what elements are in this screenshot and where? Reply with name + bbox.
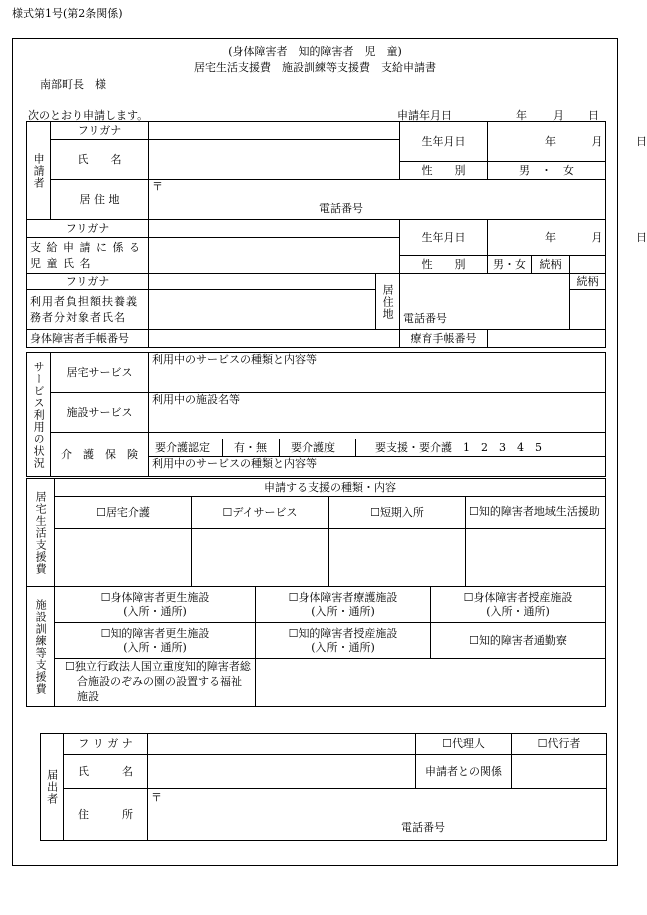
applicant-sex-label: 性 別	[400, 162, 488, 180]
filer-section-label: 届出者	[41, 734, 64, 841]
applicant-address-label: 居 住 地	[51, 180, 149, 220]
application-date-month: 月	[553, 109, 564, 122]
facility-option-6[interactable]: ☐ 知的障害者通勤寮	[431, 623, 606, 659]
home-support-detail-4[interactable]	[466, 529, 606, 587]
filer-furigana-field[interactable]	[148, 734, 416, 755]
checkbox-icon[interactable]	[65, 660, 75, 673]
payer-furigana-field[interactable]	[149, 274, 376, 290]
facility-service-label: 施設サービス	[51, 393, 149, 433]
physical-handbook-field[interactable]	[149, 330, 400, 348]
filer-name-label: 氏 名	[64, 755, 148, 789]
main-form-table	[26, 121, 647, 348]
filer-name-field[interactable]	[148, 755, 416, 789]
filer-relation-field[interactable]	[512, 755, 607, 789]
home-service-label: 居宅サービス	[51, 353, 149, 393]
checkbox-icon[interactable]	[289, 591, 299, 604]
rehab-handbook-label: 療育手帳番号	[400, 330, 488, 348]
checkbox-icon[interactable]	[469, 505, 479, 518]
home-support-table	[26, 478, 606, 587]
facility-option-7-detail[interactable]	[256, 659, 606, 707]
form-title-line2: 居宅生活支援費 施設訓練等支援費 支給申請書	[194, 61, 436, 74]
applicant-address-field[interactable]: 〒 電話番号	[149, 180, 606, 220]
service-status-section-label: サービス利用の状況	[27, 353, 51, 477]
payer-name-field[interactable]	[149, 290, 376, 330]
payer-residence-field[interactable]: 電話番号	[400, 274, 570, 330]
checkbox-icon[interactable]	[101, 627, 111, 640]
checkbox-icon[interactable]	[538, 737, 548, 750]
applicant-name-label: 氏 名	[51, 140, 149, 180]
facility-option-5[interactable]: ☐ 知的障害者授産施設 (入所・通所)	[256, 623, 431, 659]
payer-residence-label: 居住地	[376, 274, 400, 330]
facility-option-3[interactable]: ☐ 身体障害者授産施設 (入所・通所)	[431, 587, 606, 623]
facility-service-field[interactable]: 利用中の施設名等	[149, 393, 606, 433]
child-furigana-label: フリガナ	[27, 220, 149, 238]
filer-address-label: 住 所	[64, 789, 148, 841]
payer-furigana-label: フリガナ	[27, 274, 149, 290]
child-relation-field[interactable]	[570, 256, 606, 274]
care-insurance-field[interactable]	[149, 433, 606, 477]
filer-furigana-label: フ リ ガ ナ	[64, 734, 148, 755]
applicant-section-label: 申請者	[27, 122, 51, 220]
home-support-option-3[interactable]: ☐ 短期入所	[329, 497, 466, 529]
home-support-header: 申請する支援の種類・内容	[55, 479, 606, 497]
child-dob-label: 生年月日	[400, 220, 488, 256]
care-service-note: 利用中のサービスの種類と内容等	[152, 456, 317, 470]
payer-relation-label: 続柄	[570, 274, 606, 290]
form-number-label: 様式第1号(第2条関係)	[12, 7, 123, 20]
facility-support-section-label: 施設訓練等支援費	[27, 587, 55, 707]
filer-table	[40, 733, 607, 841]
child-sex-label: 性 別	[400, 256, 488, 274]
child-dob-field[interactable]: 年 月 日	[488, 220, 606, 256]
form-title-line1: (身体障害者 知的障害者 児 童)	[228, 45, 402, 58]
addressee: 南部町長 様	[40, 78, 106, 91]
facility-support-table	[26, 586, 606, 707]
applicant-dob-label: 生年月日	[400, 122, 488, 162]
home-support-detail-3[interactable]	[329, 529, 466, 587]
payer-name-label: 利用者負担額扶養義務者分対象者氏名	[27, 290, 149, 330]
home-support-detail-1[interactable]	[55, 529, 192, 587]
home-support-section-label: 居宅生活支援費	[27, 479, 55, 587]
child-furigana-field[interactable]	[149, 220, 400, 238]
filer-proxy-option[interactable]: ☐ 代行者	[512, 734, 607, 755]
checkbox-icon[interactable]	[96, 506, 106, 519]
filer-relation-label: 申請者との関係	[416, 755, 512, 789]
checkbox-icon[interactable]	[289, 627, 299, 640]
home-service-field[interactable]: 利用中のサービスの種類と内容等	[149, 353, 606, 393]
child-name-label: 支 給 申 請 に 係 る 児 童 氏 名	[27, 238, 149, 274]
applicant-furigana-label: フリガナ	[51, 122, 149, 140]
care-insurance-label: 介 護 保 険	[51, 433, 149, 477]
child-name-field[interactable]	[149, 238, 400, 274]
care-cert-label: 要介護認定	[155, 440, 210, 454]
applicant-name-field[interactable]	[149, 140, 400, 180]
care-level-label: 要介護度	[291, 440, 335, 454]
service-status-table	[26, 352, 606, 477]
rehab-handbook-field[interactable]	[488, 330, 606, 348]
filer-agent-option[interactable]: ☐ 代理人	[416, 734, 512, 755]
application-date-year: 年	[516, 109, 527, 122]
applicant-sex-options[interactable]: 男 ・ 女	[488, 162, 606, 180]
home-support-option-4[interactable]: ☐ 知的障害者地域生活援助	[466, 497, 606, 529]
checkbox-icon[interactable]	[442, 737, 452, 750]
checkbox-icon[interactable]	[222, 506, 232, 519]
home-support-option-2[interactable]: ☐ デイサービス	[192, 497, 329, 529]
applicant-dob-field[interactable]: 年 月 日	[488, 122, 606, 162]
filer-address-field[interactable]: 〒 電話番号	[148, 789, 607, 841]
application-date-label: 申請年月日	[397, 109, 452, 122]
facility-option-2[interactable]: ☐ 身体障害者療護施設 (入所・通所)	[256, 587, 431, 623]
child-relation-label: 続柄	[532, 256, 570, 274]
home-support-detail-2[interactable]	[192, 529, 329, 587]
care-cert-options[interactable]: 有・無	[234, 440, 267, 454]
home-support-option-1[interactable]: ☐ 居宅介護	[55, 497, 192, 529]
checkbox-icon[interactable]	[469, 634, 479, 647]
facility-option-7[interactable]: ☐ 独立行政法人国立重度知的障害者総合施設のぞみの園の設置する福祉施設	[55, 659, 256, 707]
checkbox-icon[interactable]	[370, 506, 380, 519]
care-level-options[interactable]: 要支援・要介護 1 2 3 4 5	[375, 440, 542, 454]
checkbox-icon[interactable]	[101, 591, 111, 604]
physical-handbook-label: 身体障害者手帳番号	[27, 330, 149, 348]
facility-option-4[interactable]: ☐ 知的障害者更生施設 (入所・通所)	[55, 623, 256, 659]
child-sex-options[interactable]: 男・女	[488, 256, 532, 274]
checkbox-icon[interactable]	[464, 591, 474, 604]
applicant-furigana-field[interactable]	[149, 122, 400, 140]
intro-text: 次のとおり申請します。	[28, 109, 149, 122]
facility-option-1[interactable]: ☐ 身体障害者更生施設 (入所・通所)	[55, 587, 256, 623]
application-date-day: 日	[588, 109, 599, 122]
payer-relation-field[interactable]	[570, 290, 606, 330]
